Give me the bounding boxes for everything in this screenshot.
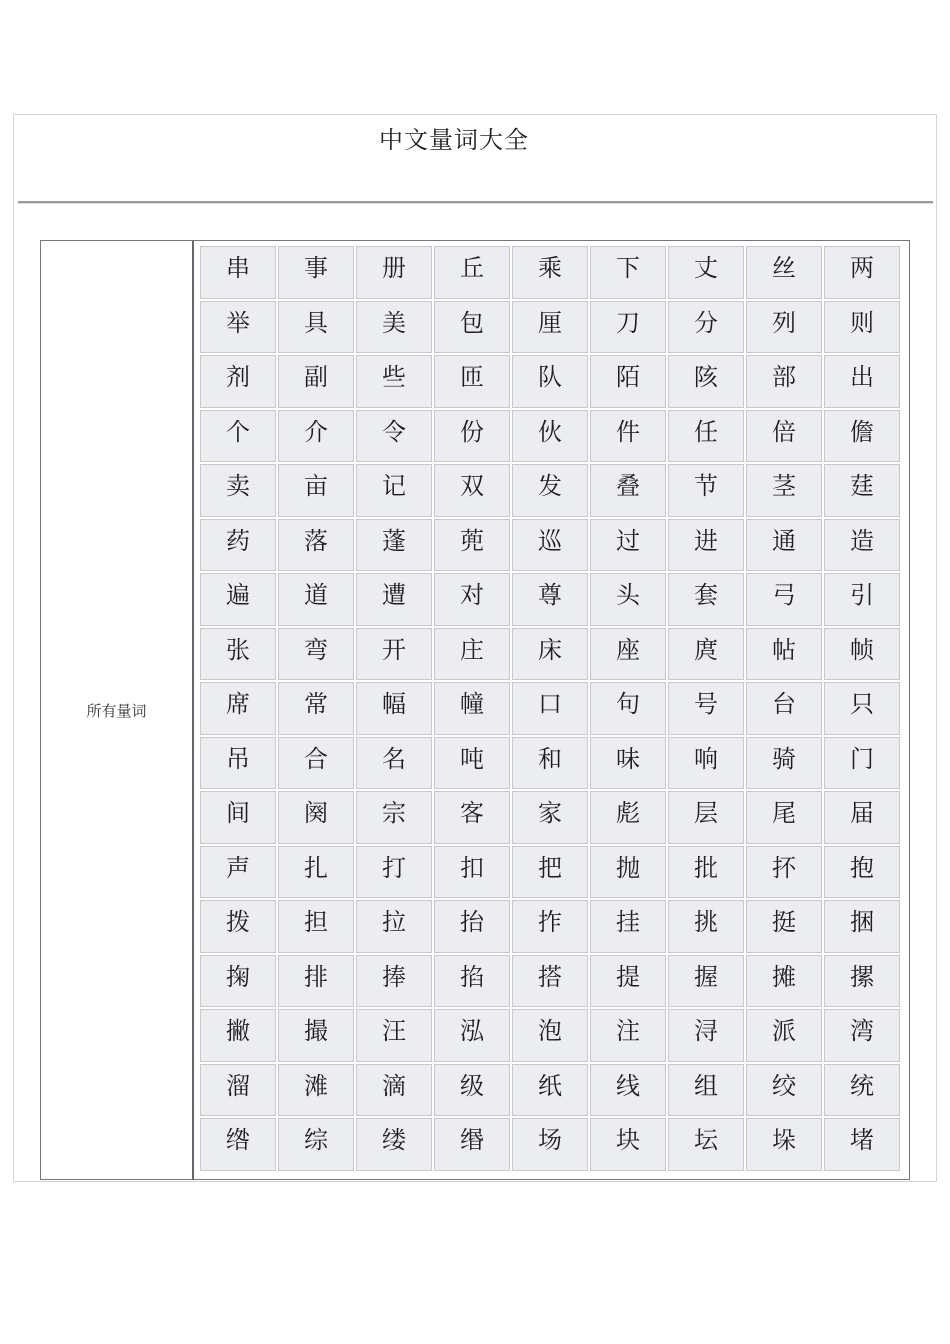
- word-cell: 莛: [824, 464, 900, 517]
- word-cell: 拉: [356, 900, 432, 953]
- word-cell: 举: [200, 301, 276, 354]
- word-grid-container: [194, 241, 909, 1179]
- word-cell: 批: [668, 846, 744, 899]
- category-label: 所有量词: [86, 701, 147, 720]
- word-cell: 美: [356, 301, 432, 354]
- word-cell: 堵: [824, 1118, 900, 1171]
- word-cell: 倍: [746, 410, 822, 463]
- word-cell: 张: [200, 628, 276, 681]
- word-cell: 搭: [512, 955, 588, 1008]
- word-cell: 任: [668, 410, 744, 463]
- word-cell: 届: [824, 791, 900, 844]
- word-cell: 扣: [434, 846, 510, 899]
- word-cell: 亩: [278, 464, 354, 517]
- word-cell: 抛: [590, 846, 666, 899]
- word-cell: 幢: [434, 682, 510, 735]
- word-cell: 打: [356, 846, 432, 899]
- word-cell: 只: [824, 682, 900, 735]
- word-cell: 落: [278, 519, 354, 572]
- word-cell: 综: [278, 1118, 354, 1171]
- word-cell: 通: [746, 519, 822, 572]
- word-cell: 彪: [590, 791, 666, 844]
- word-cell: 场: [512, 1118, 588, 1171]
- word-cell: 拃: [512, 900, 588, 953]
- word-cell: 则: [824, 301, 900, 354]
- word-cell: 吨: [434, 737, 510, 790]
- word-cell: 缕: [356, 1118, 432, 1171]
- word-cell: 摊: [746, 955, 822, 1008]
- word-cell: 客: [434, 791, 510, 844]
- word-cell: 道: [278, 573, 354, 626]
- word-cell: 挺: [746, 900, 822, 953]
- word-cell: 茎: [746, 464, 822, 517]
- word-cell: 挑: [668, 900, 744, 953]
- word-cell: 和: [512, 737, 588, 790]
- word-cell: 线: [590, 1064, 666, 1117]
- word-cell: 双: [434, 464, 510, 517]
- word-cell: 注: [590, 1009, 666, 1062]
- word-cell: 卖: [200, 464, 276, 517]
- word-cell: 巡: [512, 519, 588, 572]
- word-cell: 发: [512, 464, 588, 517]
- word-cell: 担: [278, 900, 354, 953]
- word-cell: 捧: [356, 955, 432, 1008]
- word-cell: 摞: [824, 955, 900, 1008]
- word-cell: 部: [746, 355, 822, 408]
- word-cell: 尾: [746, 791, 822, 844]
- word-cell: 绞: [746, 1064, 822, 1117]
- word-cell: 下: [590, 246, 666, 299]
- word-cell: 抔: [746, 846, 822, 899]
- word-cell: 声: [200, 846, 276, 899]
- word-cell: 出: [824, 355, 900, 408]
- category-cell: [41, 241, 194, 1179]
- word-cell: 蔸: [434, 519, 510, 572]
- word-cell: 厘: [512, 301, 588, 354]
- word-cell: 撇: [200, 1009, 276, 1062]
- word-cell: 弓: [746, 573, 822, 626]
- word-cell: 组: [668, 1064, 744, 1117]
- word-cell: 分: [668, 301, 744, 354]
- word-cell: 份: [434, 410, 510, 463]
- word-cell: 介: [278, 410, 354, 463]
- word-cell: 开: [356, 628, 432, 681]
- word-cell: 坛: [668, 1118, 744, 1171]
- word-cell: 统: [824, 1064, 900, 1117]
- word-cell: 床: [512, 628, 588, 681]
- word-cell: 排: [278, 955, 354, 1008]
- word-cell: 记: [356, 464, 432, 517]
- word-cell: 队: [512, 355, 588, 408]
- word-cell: 句: [590, 682, 666, 735]
- word-cell: 儋: [824, 410, 900, 463]
- word-grid: [200, 246, 903, 1171]
- word-cell: 席: [200, 682, 276, 735]
- word-cell: 乘: [512, 246, 588, 299]
- word-cell: 过: [590, 519, 666, 572]
- word-cell: 挂: [590, 900, 666, 953]
- word-cell: 丝: [746, 246, 822, 299]
- word-cell: 令: [356, 410, 432, 463]
- word-cell: 帧: [824, 628, 900, 681]
- word-cell: 些: [356, 355, 432, 408]
- word-cell: 刀: [590, 301, 666, 354]
- word-cell: 扎: [278, 846, 354, 899]
- word-cell: 弯: [278, 628, 354, 681]
- word-cell: 味: [590, 737, 666, 790]
- page-title: 中文量词大全: [379, 126, 529, 154]
- word-cell: 纸: [512, 1064, 588, 1117]
- word-cell: 名: [356, 737, 432, 790]
- word-cell: 陌: [590, 355, 666, 408]
- word-cell: 进: [668, 519, 744, 572]
- word-cell: 提: [590, 955, 666, 1008]
- word-cell: 垛: [746, 1118, 822, 1171]
- word-cell: 骑: [746, 737, 822, 790]
- word-cell: 个: [200, 410, 276, 463]
- word-cell: 溜: [200, 1064, 276, 1117]
- word-cell: 造: [824, 519, 900, 572]
- word-cell: 副: [278, 355, 354, 408]
- word-cell: 浔: [668, 1009, 744, 1062]
- word-cell: 幅: [356, 682, 432, 735]
- word-cell: 伙: [512, 410, 588, 463]
- word-cell: 套: [668, 573, 744, 626]
- word-cell: 阕: [278, 791, 354, 844]
- word-cell: 串: [200, 246, 276, 299]
- word-cell: 遭: [356, 573, 432, 626]
- word-cell: 事: [278, 246, 354, 299]
- word-cell: 掐: [434, 955, 510, 1008]
- word-cell: 庹: [668, 628, 744, 681]
- word-cell: 滴: [356, 1064, 432, 1117]
- word-cell: 匝: [434, 355, 510, 408]
- word-cell: 台: [746, 682, 822, 735]
- word-cell: 具: [278, 301, 354, 354]
- word-cell: 派: [746, 1009, 822, 1062]
- word-cell: 汪: [356, 1009, 432, 1062]
- measure-words-table: [40, 240, 910, 1180]
- word-cell: 册: [356, 246, 432, 299]
- word-cell: 叠: [590, 464, 666, 517]
- word-cell: 丈: [668, 246, 744, 299]
- word-cell: 引: [824, 573, 900, 626]
- word-cell: 尊: [512, 573, 588, 626]
- word-cell: 家: [512, 791, 588, 844]
- word-cell: 蓬: [356, 519, 432, 572]
- word-cell: 座: [590, 628, 666, 681]
- word-cell: 门: [824, 737, 900, 790]
- word-cell: 对: [434, 573, 510, 626]
- word-cell: 块: [590, 1118, 666, 1171]
- word-cell: 庄: [434, 628, 510, 681]
- word-cell: 级: [434, 1064, 510, 1117]
- word-cell: 号: [668, 682, 744, 735]
- word-cell: 剂: [200, 355, 276, 408]
- word-cell: 件: [590, 410, 666, 463]
- word-cell: 抱: [824, 846, 900, 899]
- word-cell: 拨: [200, 900, 276, 953]
- word-cell: 掬: [200, 955, 276, 1008]
- word-cell: 间: [200, 791, 276, 844]
- word-cell: 泡: [512, 1009, 588, 1062]
- word-cell: 两: [824, 246, 900, 299]
- word-cell: 响: [668, 737, 744, 790]
- word-cell: 帖: [746, 628, 822, 681]
- word-cell: 抬: [434, 900, 510, 953]
- word-cell: 吊: [200, 737, 276, 790]
- word-cell: 撮: [278, 1009, 354, 1062]
- word-cell: 握: [668, 955, 744, 1008]
- word-cell: 陔: [668, 355, 744, 408]
- word-cell: 湾: [824, 1009, 900, 1062]
- word-cell: 头: [590, 573, 666, 626]
- word-cell: 绺: [200, 1118, 276, 1171]
- word-cell: 包: [434, 301, 510, 354]
- word-cell: 丘: [434, 246, 510, 299]
- word-cell: 宗: [356, 791, 432, 844]
- word-cell: 缗: [434, 1118, 510, 1171]
- word-cell: 列: [746, 301, 822, 354]
- word-cell: 泓: [434, 1009, 510, 1062]
- title-divider: [18, 201, 933, 204]
- word-cell: 层: [668, 791, 744, 844]
- word-cell: 合: [278, 737, 354, 790]
- word-cell: 把: [512, 846, 588, 899]
- word-cell: 药: [200, 519, 276, 572]
- word-cell: 节: [668, 464, 744, 517]
- word-cell: 捆: [824, 900, 900, 953]
- word-cell: 滩: [278, 1064, 354, 1117]
- word-cell: 口: [512, 682, 588, 735]
- word-cell: 遍: [200, 573, 276, 626]
- word-cell: 常: [278, 682, 354, 735]
